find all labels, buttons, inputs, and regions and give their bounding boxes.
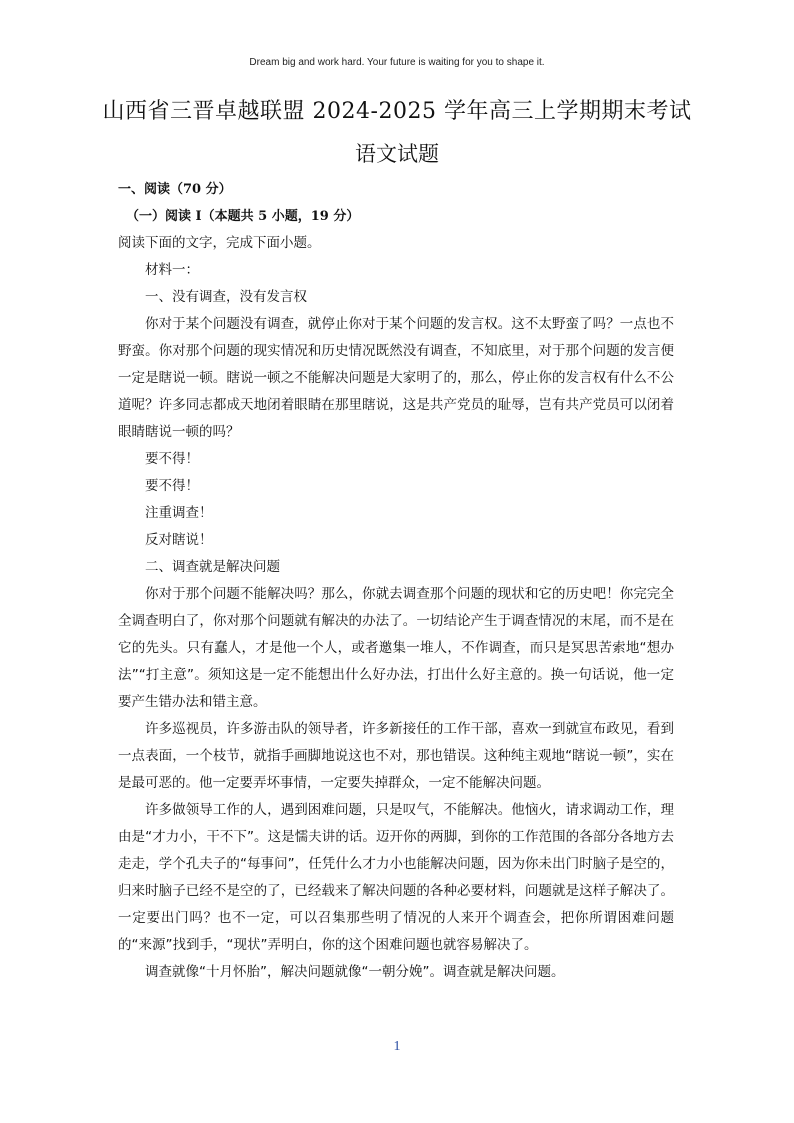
header-motto: Dream big and work hard. Your future is waiting for you to shape it. bbox=[249, 57, 545, 68]
passage-paragraph-1: 你对于某个问题没有调查，就停止你对于某个问题的发言权。这不太野蛮了吗？一点也不野蛮。你对那个问题的现实情况和历史情况既然没有调查，不知底里，对于那个问题的发言便一定是瞎说一顿。瞎说一顿之不能解决问题是大家明了的，那么，停止你的发言权有什么不公道呢？许多同志都成天地闭着眼睛在那里瞎说，这是共产党员的耻辱，岂有共产党员可以闭着眼睛瞎说一顿的吗？ bbox=[118, 316, 674, 440]
material-label: 材料一： bbox=[145, 262, 199, 278]
passage-line-4: 反对瞎说！ bbox=[145, 532, 213, 548]
passage-line-2: 要不得！ bbox=[145, 478, 199, 494]
passage-heading-2: 二、调查就是解决问题 bbox=[145, 559, 280, 575]
subsection-heading: （一）阅读 I（本题共 5 小题，19 分） bbox=[126, 209, 360, 224]
passage-heading-1: 一、没有调查，没有发言权 bbox=[145, 289, 307, 305]
passage-paragraph-4: 许多做领导工作的人，遇到困难问题，只是叹气，不能解决。他恼火，请求调动工作，理由是“才力小，干不下”。这是懦夫讲的话。迈开你的两脚，到你的工作范围的各部分各地方去走走，学个孔夫子的“每事问”，任凭什么才力小也能解决问题，因为你未出门时脑子是空的，归来时脑子已经不是空的了，已经载来了解决问题的各种必要材料，问题就是这样子解决了。一定要出门吗？也不一定，可以召集那些明了情况的人来开个调查会，把你所谓困难问题的“来源”找到手，“现状”弄明白，你的这个困难问题也就容易解决了。 bbox=[118, 802, 674, 953]
document-body bbox=[118, 176, 674, 986]
instruction-text: 阅读下面的文字，完成下面小题。 bbox=[118, 235, 321, 251]
passage-paragraph-5: 调查就像“十月怀胎”，解决问题就像“一朝分娩”。调查就是解决问题。 bbox=[145, 964, 565, 980]
section-heading: 一、阅读（70 分） bbox=[118, 182, 232, 197]
passage-paragraph-3: 许多巡视员，许多游击队的领导者，许多新接任的工作干部，喜欢一到就宣布政见，看到一点表面，一个枝节，就指手画脚地说这也不对，那也错误。这种纯主观地“瞎说一顿”，实在是最可恶的。他一定要弄坏事情，一定要失掉群众，一定不能解决问题。 bbox=[118, 721, 674, 791]
passage-line-3: 注重调查！ bbox=[145, 505, 213, 521]
page-number: 1 bbox=[393, 1039, 401, 1054]
passage-line-1: 要不得！ bbox=[145, 451, 199, 467]
document-subtitle: 语文试题 bbox=[355, 142, 439, 166]
document-title: 山西省三晋卓越联盟 2024-2025 学年高三上学期期末考试 bbox=[102, 99, 692, 124]
passage-paragraph-2: 你对于那个问题不能解决吗？那么，你就去调查那个问题的现状和它的历史吧！你完完全全调查明白了，你对那个问题就有解决的办法了。一切结论产生于调查情况的末尾，而不是在它的先头。只有蠢人，才是他一个人，或者邀集一堆人，不作调查，而只是冥思苦索地“想办法”“打主意”。须知这是一定不能想出什么好办法，打出什么好主意的。换一句话说，他一定要产生错办法和错主意。 bbox=[118, 586, 674, 710]
